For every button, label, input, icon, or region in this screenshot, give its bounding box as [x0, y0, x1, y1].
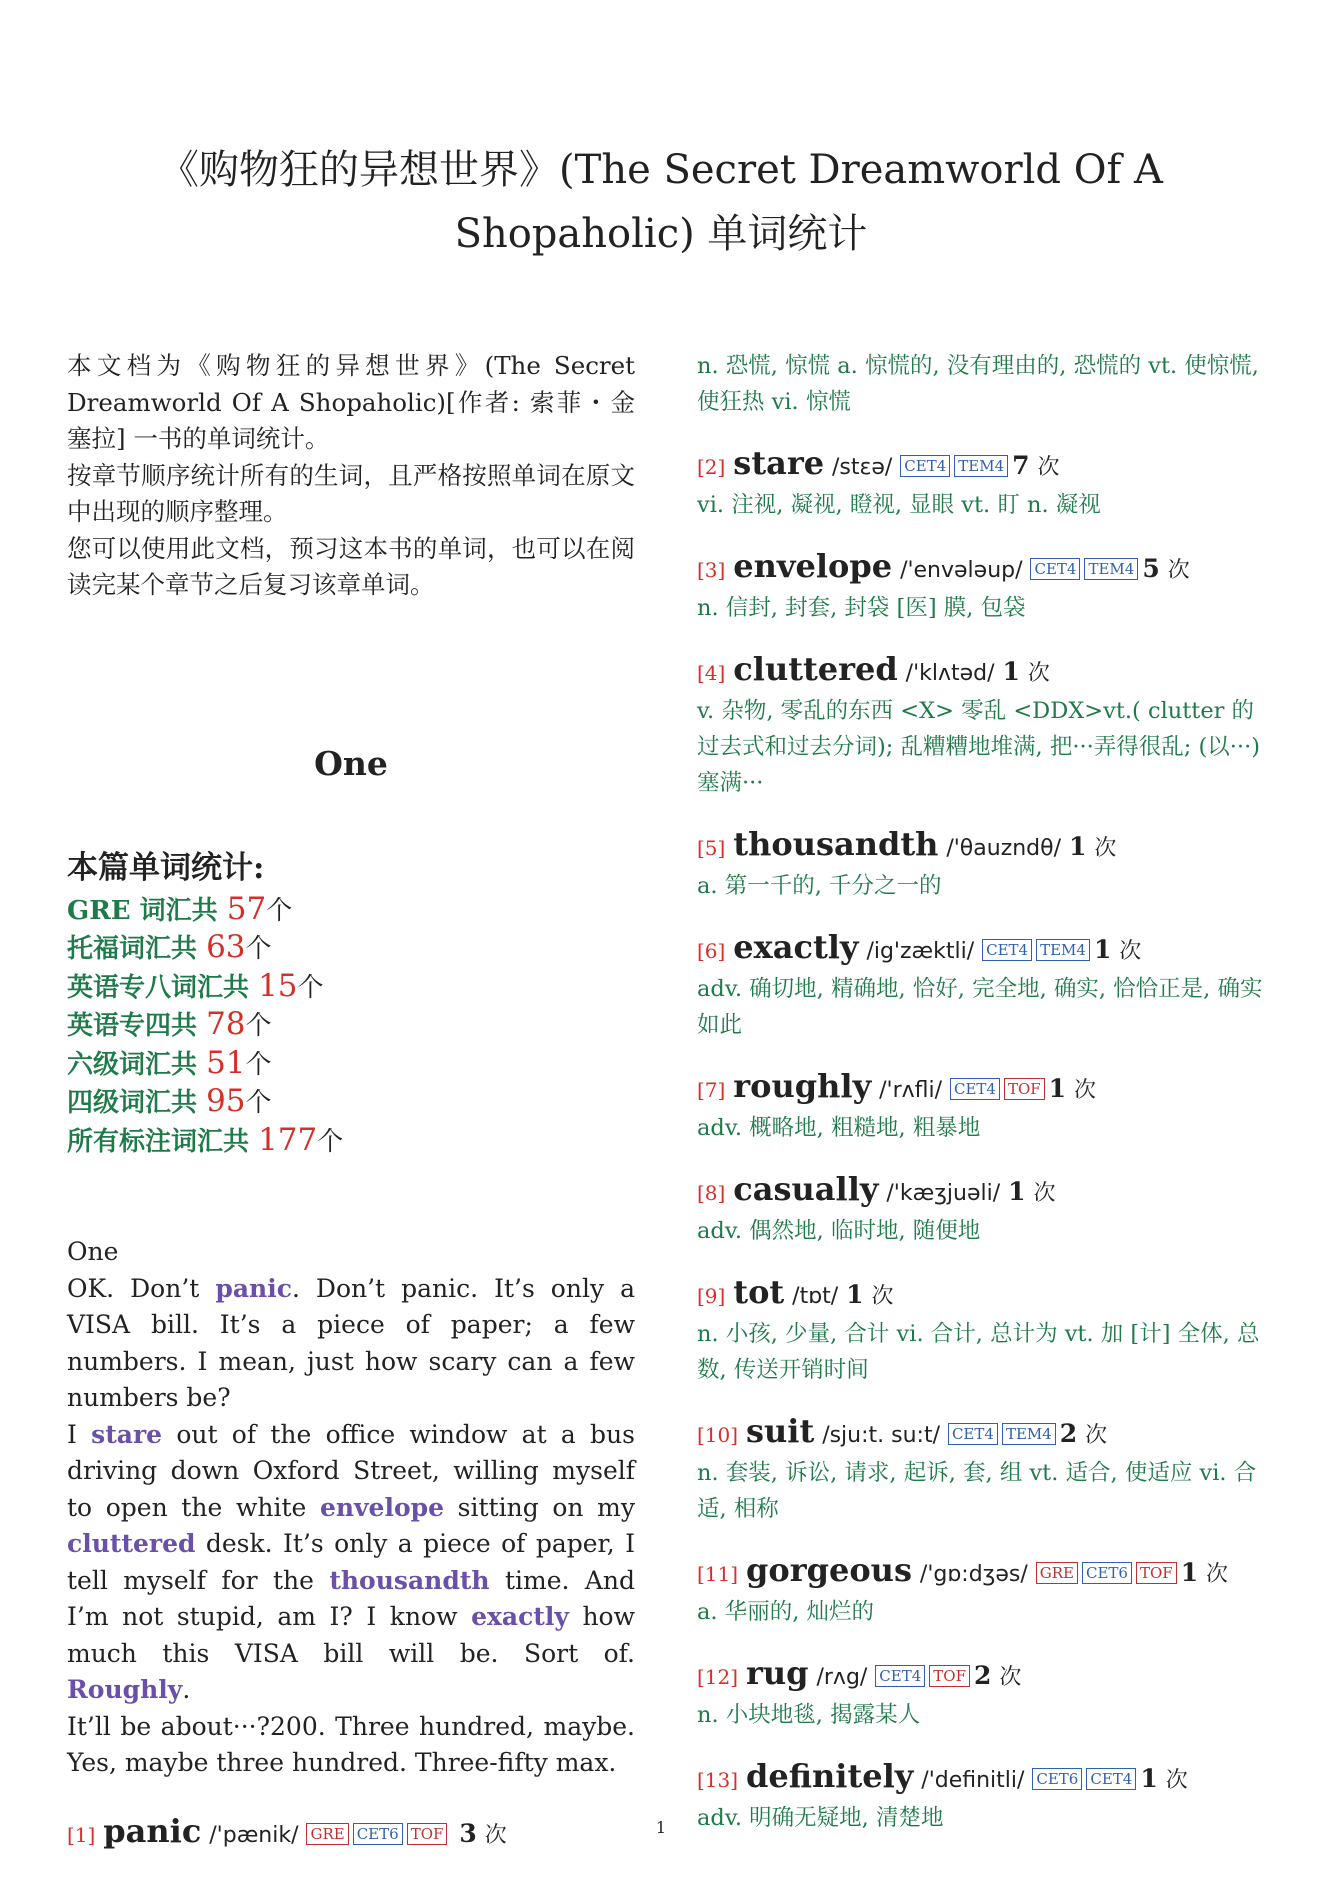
- entry-times-label: 次: [1074, 1078, 1097, 1103]
- vocab-entry-8: [697, 1170, 1267, 1249]
- tag-tof: TOF: [407, 1823, 448, 1845]
- highlighted-word: stare: [91, 1419, 163, 1449]
- entry-phonetic: /ig'zæktli/: [866, 939, 975, 964]
- entry-head: [697, 928, 1267, 971]
- vocab-entry-9: [697, 1273, 1267, 1388]
- chapter-title: One: [314, 743, 388, 783]
- stat-unit: 个: [266, 895, 293, 926]
- entry-head: [697, 825, 1267, 868]
- entry-word: gorgeous: [746, 1551, 912, 1589]
- stat-count: 95: [206, 1083, 246, 1119]
- tag-tem4: TEM4: [954, 455, 1008, 477]
- entry-definition: n. 小块地毯, 揭露某人: [697, 1702, 921, 1728]
- entry-index: [12]: [697, 1665, 739, 1689]
- text-run: how much this VISA bill will be. Sort of.: [67, 1602, 636, 1668]
- right-column: [697, 348, 1267, 1860]
- entry-index: [4]: [697, 661, 726, 685]
- entry-word: thousandth: [733, 825, 939, 863]
- entry-count: 1: [1002, 657, 1020, 686]
- entry-count: 7: [1012, 451, 1030, 480]
- stat-count: 177: [258, 1121, 318, 1158]
- entry-count: 1: [846, 1280, 864, 1309]
- entry-index: [13]: [697, 1768, 739, 1792]
- chapter-text-heading: One: [67, 1237, 119, 1266]
- stat-unit: 个: [245, 934, 272, 964]
- entry-times-label: 次: [484, 1822, 507, 1848]
- entry-definition: adv. 确切地, 精确地, 恰好, 完全地, 确实, 恰恰正是, 确实如此: [697, 976, 1263, 1038]
- stat-line-gre: [67, 891, 635, 930]
- stat-line-toefl: [67, 929, 635, 968]
- entry-count: 1: [1068, 832, 1087, 861]
- vocab-entry-list: [697, 444, 1267, 1836]
- entry-times-label: 次: [1027, 661, 1050, 686]
- entry-times-label: 次: [1094, 836, 1117, 861]
- tag-gre: GRE: [1036, 1562, 1078, 1584]
- tag-cet4: CET4: [1086, 1768, 1136, 1790]
- entry-count: 1: [1140, 1764, 1158, 1793]
- entry-count: 1: [1048, 1074, 1067, 1103]
- entry-count: 1: [1180, 1558, 1199, 1587]
- stat-count: 57: [226, 890, 267, 927]
- text-run: I: [67, 1419, 92, 1449]
- highlighted-word: panic: [215, 1273, 292, 1303]
- vocab-entry-3: [697, 547, 1267, 626]
- text-run: sitting on my: [444, 1492, 635, 1522]
- vocab-entry-6: [697, 928, 1267, 1043]
- vocab-entry-5: [697, 825, 1267, 904]
- stat-count: 15: [258, 967, 298, 1004]
- entry-count: 2: [973, 1661, 992, 1690]
- chapter-text: [67, 1234, 635, 1782]
- entry-definition: n. 小孩, 少量, 合计 vi. 合计, 总计为 vt. 加 [计] 全体, 总数, 传送开销时间: [697, 1321, 1260, 1383]
- vocab-entry-12: [697, 1654, 1267, 1733]
- intro-paragraph: 您可以使用此文档，预习这本书的单词，也可以在阅读完某个章节之后复习该章单词。: [67, 533, 635, 599]
- entry-head: [697, 1273, 1267, 1316]
- stat-label: 六级词汇共: [67, 1049, 198, 1080]
- tag-cet6: CET6: [353, 1823, 403, 1845]
- entry-head: [697, 1067, 1267, 1110]
- entry-count: 3: [459, 1818, 477, 1848]
- entry-phonetic: /'envələup/: [900, 558, 1023, 583]
- entry-phonetic: /'kæʒjuəli/: [886, 1181, 1001, 1206]
- entry-definition: a. 第一千的, 千分之一的: [697, 873, 942, 899]
- entry-word: stare: [733, 444, 825, 482]
- highlighted-word: exactly: [471, 1602, 569, 1631]
- text-run: desk. It’s only a piece of paper, I tell myself for the: [67, 1529, 635, 1595]
- entry-phonetic: /tɒt/: [792, 1284, 839, 1309]
- entry-index: [9]: [697, 1284, 726, 1308]
- stat-unit: 个: [245, 1049, 272, 1080]
- entry-index: [8]: [697, 1181, 726, 1205]
- tag-tem4: TEM4: [1036, 939, 1090, 961]
- intro: [67, 348, 635, 604]
- vocab-entry-7: [697, 1067, 1267, 1146]
- stat-line-tem8: [67, 968, 635, 1007]
- entry-times-label: 次: [1119, 939, 1142, 964]
- stat-label: 所有标注词汇共: [67, 1126, 250, 1157]
- entry-head: [697, 1412, 1267, 1455]
- intro-paragraph: 本文档为《购物狂的异想世界》(The Secret Dreamworld Of A Shopaholic)[作者: 索菲・金塞拉] 一书的单词统计。: [67, 351, 635, 453]
- entry-word: envelope: [733, 547, 893, 585]
- tag-tof: TOF: [929, 1665, 970, 1687]
- document-title: 《购物狂的异想世界》(The Secret Dreamworld Of A Shopaholic) 单词统计: [159, 147, 1163, 257]
- stat-line-cet6: [67, 1045, 635, 1084]
- entry-phonetic: /'rʌfli/: [879, 1078, 943, 1103]
- entry-definition: adv. 明确无疑地, 清楚地: [697, 1805, 944, 1831]
- highlighted-word: envelope: [319, 1492, 445, 1522]
- text-run: . Don’t panic. It’s only a VISA bill. It’s a piece of paper; a few numbers. I mean, just how scary can a few numbers be?: [67, 1273, 636, 1412]
- entry-phonetic: /rʌg/: [816, 1665, 868, 1690]
- entry-word: casually: [733, 1170, 879, 1208]
- vocab-entry-2: [697, 444, 1267, 523]
- tag-tof: TOF: [1136, 1562, 1177, 1584]
- entry-head: [697, 444, 1267, 487]
- entry-times-label: 次: [1206, 1562, 1229, 1587]
- entry-definition: v. 杂物, 零乱的东西 <X> 零乱 <DDX>vt.( clutter 的过去式和过去分词); 乱糟糟地堆满, 把···弄得很乱; (以···)塞满···: [697, 698, 1261, 796]
- entry-phonetic: /'θauzndθ/: [946, 836, 1062, 861]
- entry-count: 1: [1093, 935, 1112, 964]
- entry-definition-continued: n. 恐慌, 惊慌 a. 惊慌的, 没有理由的, 恐慌的 vt. 使惊慌, 使狂热 vi. 惊慌: [697, 353, 1259, 415]
- stat-label: 托福词汇共: [67, 934, 198, 964]
- entry-phonetic: /'klʌtəd/: [905, 661, 995, 686]
- word-stats: [67, 842, 635, 1161]
- entry-phonetic: /'gɒ:dʒəs/: [919, 1562, 1028, 1587]
- chapter-paragraph: It’ll be about···?200. Three hundred, maybe. Yes, maybe three hundred. Three-fifty max.: [67, 1711, 635, 1777]
- entry-word: tot: [733, 1273, 785, 1311]
- tag-gre: GRE: [306, 1823, 348, 1845]
- entry-definition: adv. 概略地, 粗糙地, 粗暴地: [697, 1115, 981, 1141]
- highlighted-word: cluttered: [67, 1529, 196, 1558]
- entry-word: panic: [103, 1811, 202, 1850]
- entry-definition: vi. 注视, 凝视, 瞪视, 显眼 vt. 盯 n. 凝视: [697, 492, 1101, 518]
- stat-count: 51: [206, 1044, 246, 1081]
- entry-times-label: 次: [1033, 1181, 1056, 1206]
- entry-definition: adv. 偶然地, 临时地, 随便地: [697, 1218, 981, 1244]
- entry-head: [697, 650, 1267, 693]
- entry-head: [697, 1170, 1267, 1213]
- entry-count: 1: [1008, 1177, 1026, 1206]
- tag-tem4: TEM4: [1084, 558, 1138, 580]
- entry-times-label: 次: [1085, 1423, 1108, 1448]
- stat-line-all: [67, 1122, 635, 1161]
- tag-cet6: CET6: [1032, 1768, 1082, 1790]
- entry-times-label: 次: [1167, 558, 1190, 583]
- page-number: 1: [655, 1818, 667, 1837]
- stat-count: 78: [206, 1006, 246, 1042]
- stat-count: 63: [206, 929, 246, 965]
- tag-cet4: CET4: [900, 455, 950, 477]
- entry-definition: n. 套装, 诉讼, 请求, 起诉, 套, 组 vt. 适合, 使适应 vi. 合适, 相称: [697, 1460, 1257, 1522]
- vocab-entry-4: [697, 650, 1267, 801]
- entry-times-label: 次: [999, 1665, 1022, 1690]
- entry-index: [10]: [697, 1423, 739, 1447]
- text-run: out of the office window at a bus driving down Oxford Street, willing myself to open the white: [67, 1419, 635, 1522]
- entry-index: [5]: [697, 836, 726, 860]
- stat-label: 英语专四共: [67, 1011, 198, 1041]
- entry-head: [697, 1654, 1267, 1697]
- entry-phonetic: /'definitli/: [921, 1768, 1025, 1793]
- left-column: [67, 348, 635, 1879]
- highlighted-word: thousandth: [329, 1565, 490, 1595]
- entry-word: suit: [746, 1412, 815, 1450]
- stat-label: GRE 词汇共: [67, 895, 218, 926]
- tag-cet4: CET4: [948, 1423, 998, 1445]
- entry-word: roughly: [733, 1067, 872, 1105]
- entry-definition: a. 华丽的, 灿烂的: [697, 1599, 875, 1625]
- entry-index: [3]: [697, 558, 726, 582]
- stats-heading: 本篇单词统计:: [67, 849, 265, 886]
- highlighted-word: Roughly: [67, 1675, 183, 1704]
- entry-index: [2]: [697, 455, 726, 479]
- stat-unit: 个: [245, 1088, 272, 1118]
- entry-head: [697, 547, 1267, 590]
- text-run: .: [182, 1675, 191, 1704]
- stat-label: 英语专八词汇共: [67, 972, 250, 1003]
- tag-cet4: CET4: [875, 1665, 925, 1687]
- entry-word: exactly: [733, 928, 859, 966]
- entry-index: [6]: [697, 939, 726, 963]
- tag-tof: TOF: [1004, 1078, 1045, 1100]
- entry-phonetic: /stεə/: [832, 455, 893, 480]
- stat-unit: 个: [245, 1011, 272, 1041]
- entry-index: [11]: [697, 1562, 739, 1586]
- tag-cet6: CET6: [1082, 1562, 1132, 1584]
- stat-unit: 个: [297, 972, 324, 1003]
- tag-cet4: CET4: [1030, 558, 1080, 580]
- tag-cet4: CET4: [950, 1078, 1000, 1100]
- text-run: OK. Don’t: [67, 1273, 216, 1303]
- entry-index: [7]: [697, 1078, 726, 1102]
- vocab-entry-10: [697, 1412, 1267, 1527]
- entry-phonetic: /sju:t. su:t/: [822, 1423, 940, 1448]
- stat-label: 四级词汇共: [67, 1088, 198, 1118]
- tag-cet4: CET4: [982, 939, 1032, 961]
- entry-times-label: 次: [1037, 455, 1060, 480]
- entry-times-label: 次: [871, 1284, 894, 1309]
- vocab-entry-11: [697, 1551, 1267, 1630]
- tag-tem4: TEM4: [1002, 1423, 1056, 1445]
- stat-line-tem4: [67, 1006, 635, 1045]
- chapter-paragraph: [67, 1271, 635, 1417]
- entry-head: [697, 1551, 1267, 1594]
- entry-index: [1]: [67, 1822, 96, 1847]
- entry-count: 2: [1059, 1419, 1078, 1448]
- entry-word: definitely: [746, 1757, 914, 1795]
- entry-word: rug: [746, 1654, 809, 1692]
- chapter-paragraph: [67, 1417, 635, 1709]
- stat-line-cet4: [67, 1083, 635, 1122]
- stat-unit: 个: [317, 1126, 344, 1157]
- entry-head: [697, 1757, 1267, 1800]
- entry-phonetic: /'pænik/: [209, 1822, 299, 1848]
- intro-paragraph: 按章节顺序统计所有的生词，且严格按照单词在原文中出现的顺序整理。: [67, 460, 635, 526]
- entry-definition: n. 信封, 封套, 封袋 [医] 膜, 包袋: [697, 595, 1026, 621]
- text-run: time. And I’m not stupid, am I? I know: [67, 1565, 635, 1631]
- entry-count: 5: [1142, 554, 1160, 583]
- entry-word: cluttered: [733, 650, 898, 688]
- entry-times-label: 次: [1165, 1768, 1188, 1793]
